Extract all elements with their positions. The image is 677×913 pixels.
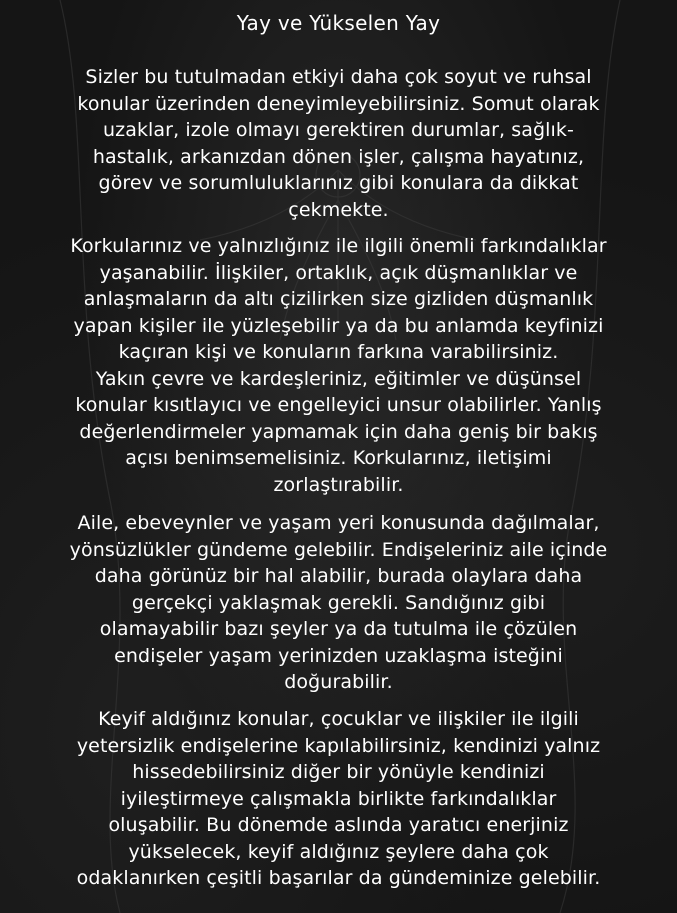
text-line: Aile, ebeveynler ve yaşam yeri konusunda dağılmalar, xyxy=(77,512,600,534)
text-line: çekmekte. xyxy=(288,198,389,221)
text-line: iyileştirmeye çalışmakla birlikte farkındalıklar xyxy=(120,787,557,810)
text-line: olamayabilir bazı şeyler ya da tutulma ile çözülen xyxy=(99,618,578,640)
text-line: Korkularınız ve yalnızlığınız ile ilgili önemli farkındalıklar xyxy=(70,235,607,257)
text-line: hastalık, arkanızdan dönen işler, çalışma hayatınız, xyxy=(92,145,585,168)
text-line: yönsüzlükler gündeme gelebilir. Endişeleriniz aile içinde xyxy=(69,538,608,561)
text-line: Keyif aldığınız konular, çocuklar ve ilişkiler ile ilgili xyxy=(98,708,579,730)
text-line: Yakın çevre ve kardeşleriniz, eğitimler ve düşünsel xyxy=(95,367,582,390)
text-line: oluşabilir. Bu dönemde aslında yaratıcı enerjiniz xyxy=(108,814,569,836)
paragraph-3 xyxy=(6,510,671,696)
paragraph-4 xyxy=(6,706,671,892)
text-line: hissedebilirsiniz diğer bir yönüyle kendinizi xyxy=(132,761,545,783)
page-title: Yay ve Yükselen Yay xyxy=(236,11,441,35)
text-line: değerlendirmeler yapmamak için daha geniş bir bakış xyxy=(79,420,598,443)
text-line: odaklanırken çeşitli başarılar da gündeminize gelebilir. xyxy=(76,867,601,889)
text-line: konular üzerinden deneyimleyebilirsiniz. Somut olarak xyxy=(77,92,600,115)
text-line: endişeler yaşam yerinizden uzaklaşma isteğini xyxy=(114,644,563,667)
text-line: yapan kişiler ile yüzleşebilir ya da bu anlamda keyfinizi xyxy=(73,314,604,337)
text-line: anlaşmaların da altı çizilirken size gizliden düşmanlık xyxy=(83,288,594,310)
text-line: görev ve sorumluluklarınız gibi konulara da dikkat xyxy=(98,172,579,194)
text-line: daha görünüz bir hal alabilir, burada olaylara daha xyxy=(94,565,583,587)
text-line: Sizler bu tutulmadan etkiyi daha çok soyut ve ruhsal xyxy=(85,66,592,88)
text-line: uzaklar, izole olmayı gerektiren durumlar, sağlık- xyxy=(102,119,574,141)
text-line: konular kısıtlayıcı ve engelleyici unsur olabilirler. Yanlış xyxy=(75,394,602,416)
text-line: yetersizlik endişelerine kapılabilirsiniz, kendinizi yalnız xyxy=(76,734,601,757)
text-line: kaçıran kişi ve konuların farkına varabilirsiniz. xyxy=(118,341,559,363)
text-line: doğurabilir. xyxy=(284,671,393,693)
text-line: yükselecek, keyif aldığınız şeylere daha çok xyxy=(128,840,549,863)
text-line: gerçekçi yaklaşmak gerekli. Sandığınız gibi xyxy=(131,591,546,614)
paragraph-2 xyxy=(6,233,671,498)
text-line: zorlaştırabilir. xyxy=(273,473,404,496)
paragraph-1 xyxy=(6,64,671,223)
text-line: açısı benimsemelisiniz. Korkularınız, iletişimi xyxy=(125,447,552,469)
text-line: yaşanabilir. İlişkiler, ortaklık, açık düşmanlıklar ve xyxy=(99,261,578,284)
